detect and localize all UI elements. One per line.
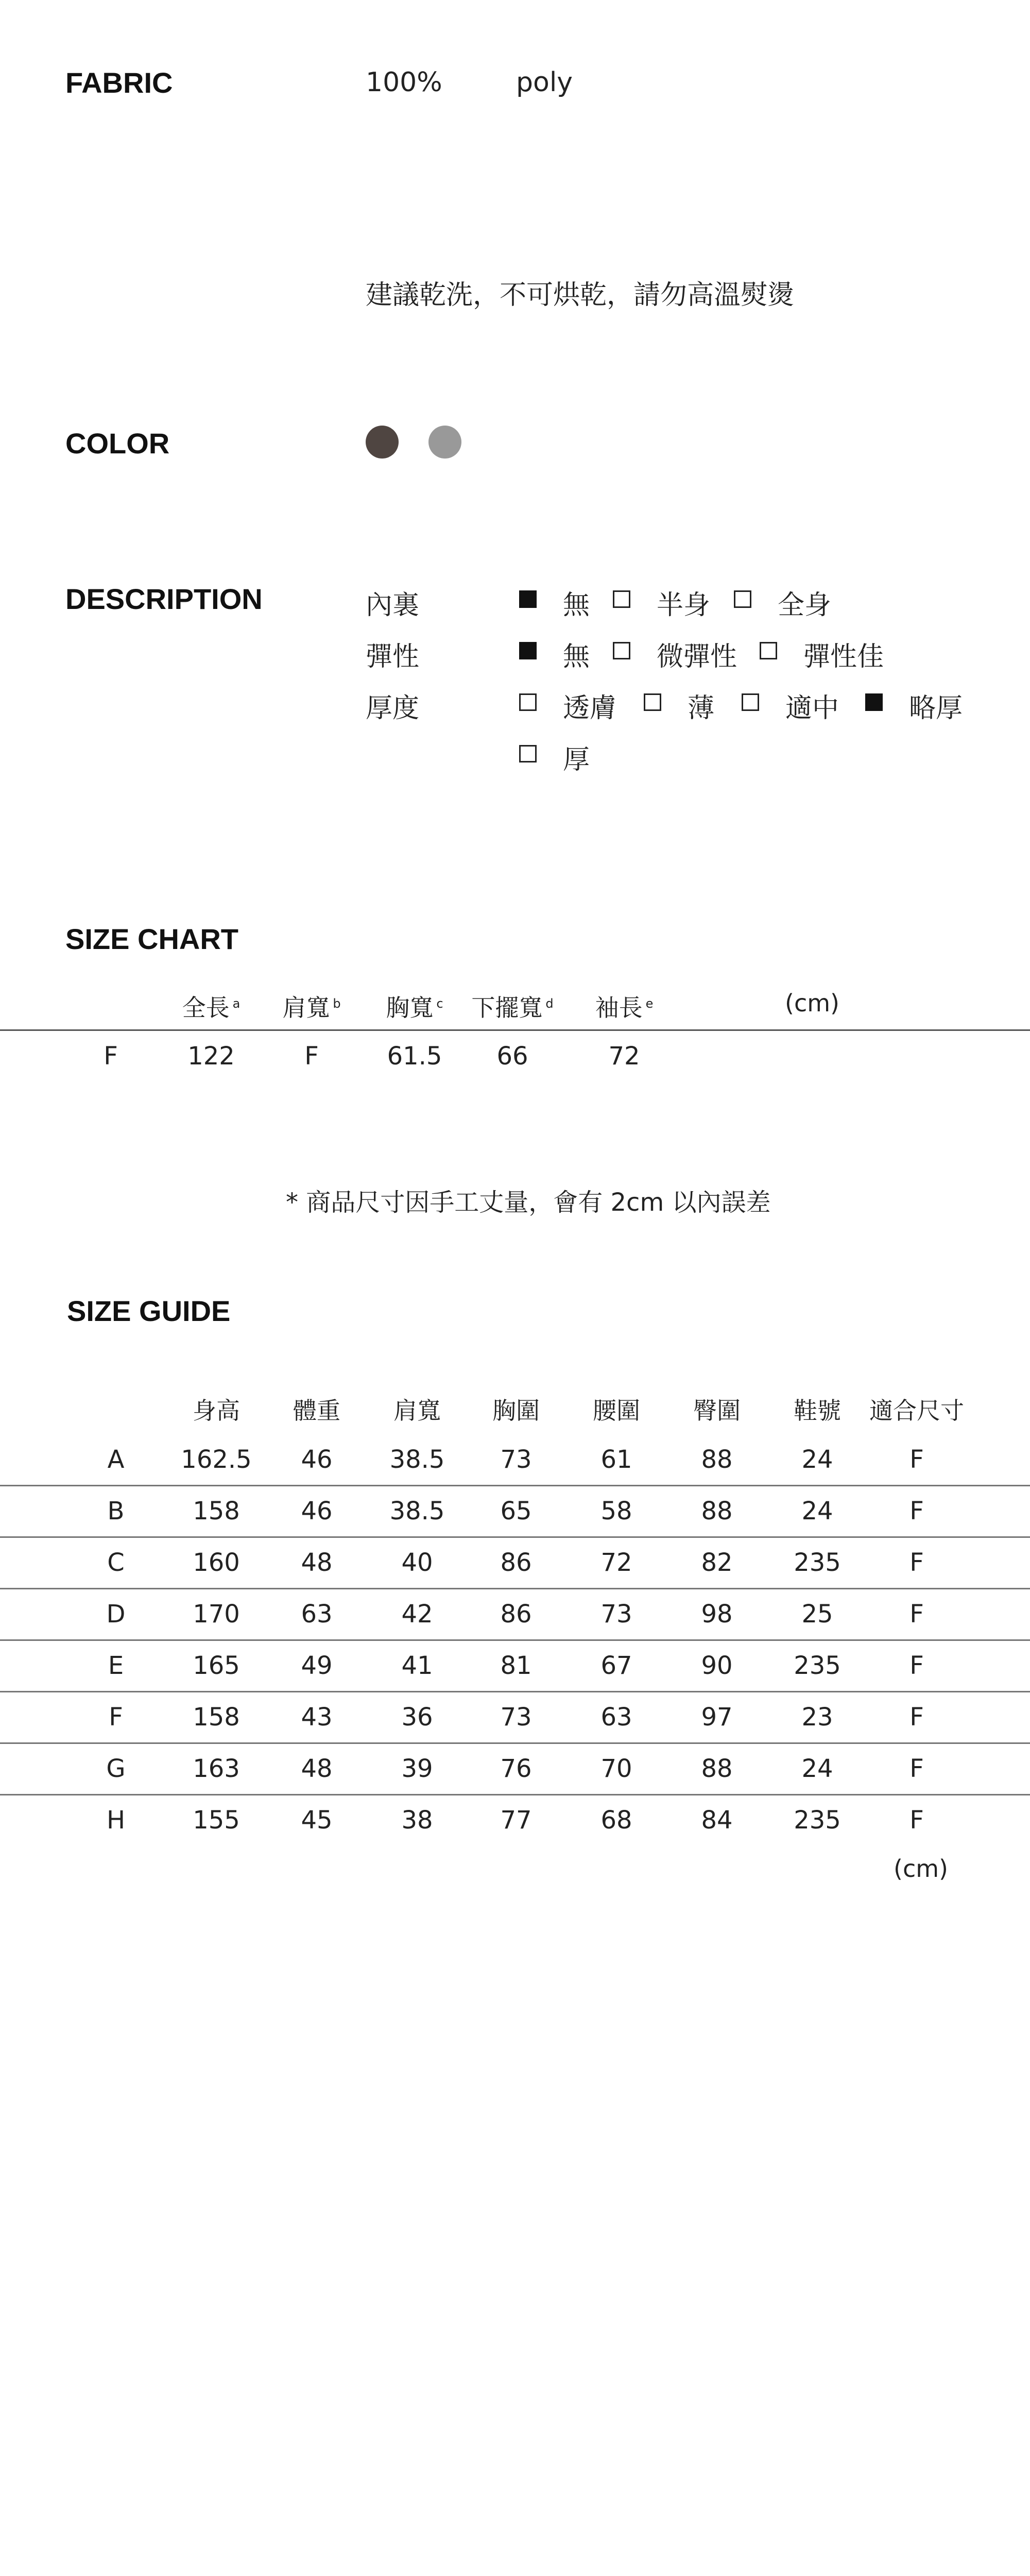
size-chart-heading: SIZE CHART xyxy=(65,923,238,955)
unchecked-box-icon xyxy=(519,745,537,762)
size-guide-row-divider xyxy=(0,1742,1030,1744)
size-guide-cell: E xyxy=(108,1651,124,1680)
size-chart-header xyxy=(282,989,340,1023)
unchecked-box-icon xyxy=(734,590,751,608)
size-guide-cell: 68 xyxy=(600,1806,632,1835)
size-guide-cell: 158 xyxy=(193,1703,240,1732)
description-option: 彈性佳 xyxy=(803,641,884,672)
size-guide-cell: C xyxy=(107,1548,125,1577)
size-guide-cell: 235 xyxy=(794,1806,841,1835)
size-guide-row-divider xyxy=(0,1536,1030,1538)
size-guide-cell: 170 xyxy=(193,1600,240,1629)
size-guide-cell: 41 xyxy=(401,1651,433,1680)
size-guide-cell: 24 xyxy=(801,1754,833,1783)
color-swatch xyxy=(366,426,399,459)
size-chart-cell: F xyxy=(104,1042,118,1071)
size-chart-header xyxy=(595,989,654,1023)
size-guide-cell: 46 xyxy=(301,1445,333,1474)
size-guide-cell: F xyxy=(909,1548,924,1577)
fabric-material: poly xyxy=(516,67,573,98)
description-option: 無 xyxy=(563,590,590,621)
size-guide-cell: 88 xyxy=(701,1754,733,1783)
checked-box-icon xyxy=(519,590,537,608)
description-option: 薄 xyxy=(688,693,715,724)
size-guide-cell: 88 xyxy=(701,1445,733,1474)
size-chart-note: * 商品尺寸因手工丈量，會有 2cm 以內誤差 xyxy=(286,1188,771,1217)
size-guide-cell: F xyxy=(109,1703,123,1732)
unchecked-box-icon xyxy=(613,590,630,608)
size-chart-header-mark: c xyxy=(436,996,443,1011)
unchecked-box-icon xyxy=(742,693,759,711)
size-chart-header-label: 袖長 xyxy=(595,994,643,1022)
size-guide-cell: 70 xyxy=(600,1754,632,1783)
size-guide-cell: D xyxy=(106,1600,126,1629)
unchecked-box-icon xyxy=(519,693,537,711)
care-instructions: 建議乾洗，不可烘乾，請勿高溫熨燙 xyxy=(366,280,795,311)
size-guide-cell: 86 xyxy=(500,1548,532,1577)
size-guide-cell: 43 xyxy=(301,1703,333,1732)
size-chart-header-mark: a xyxy=(232,996,241,1011)
size-guide-header: 肩寬 xyxy=(393,1397,441,1425)
size-guide-cell: 38 xyxy=(401,1806,433,1835)
size-guide-cell: 155 xyxy=(193,1806,240,1835)
size-guide-row-divider xyxy=(0,1639,1030,1641)
size-guide-cell: 86 xyxy=(500,1600,532,1629)
size-chart-header-label: 肩寬 xyxy=(282,994,330,1022)
size-guide-header: 適合尺寸 xyxy=(869,1397,964,1425)
size-guide-cell: F xyxy=(909,1445,924,1474)
size-guide-header: 身高 xyxy=(193,1397,240,1425)
size-guide-cell: 235 xyxy=(794,1548,841,1577)
size-guide-cell: F xyxy=(909,1497,924,1526)
size-guide-cell: 38.5 xyxy=(389,1497,445,1526)
size-guide-cell: G xyxy=(106,1754,126,1783)
size-guide-cell: 23 xyxy=(801,1703,833,1732)
size-guide-cell: 58 xyxy=(600,1497,632,1526)
size-chart-header-label: 胸寬 xyxy=(386,994,434,1022)
fabric-percent: 100% xyxy=(366,67,442,98)
size-guide-row-divider xyxy=(0,1485,1030,1486)
size-guide-cell: 165 xyxy=(193,1651,240,1680)
size-chart-header-mark: b xyxy=(333,996,341,1011)
size-guide-cell: 48 xyxy=(301,1754,333,1783)
size-guide-cell: 81 xyxy=(500,1651,532,1680)
size-guide-cell: 38.5 xyxy=(389,1445,445,1474)
size-chart-divider xyxy=(0,1029,1030,1031)
description-label: 厚度 xyxy=(366,693,420,724)
description-option: 透膚 xyxy=(563,693,617,724)
size-guide-cell: 90 xyxy=(701,1651,733,1680)
size-guide-cell: 25 xyxy=(801,1600,833,1629)
size-chart-header-label: 全長 xyxy=(182,994,230,1022)
size-guide-unit: (cm) xyxy=(894,1855,948,1883)
size-guide-cell: 45 xyxy=(301,1806,333,1835)
size-guide-cell: 63 xyxy=(301,1600,333,1629)
size-guide-cell: 235 xyxy=(794,1651,841,1680)
size-chart-header xyxy=(182,989,241,1023)
checked-box-icon xyxy=(865,693,883,711)
size-chart-header xyxy=(386,989,443,1023)
color-swatch xyxy=(428,426,461,459)
description-option: 半身 xyxy=(657,590,711,621)
size-chart-header xyxy=(471,989,553,1023)
size-chart-cell: 66 xyxy=(496,1042,528,1071)
size-guide-row-divider xyxy=(0,1794,1030,1795)
description-label: 彈性 xyxy=(366,641,420,672)
size-guide-row-divider xyxy=(0,1691,1030,1692)
size-guide-cell: 76 xyxy=(500,1754,532,1783)
description-option: 無 xyxy=(563,641,590,672)
size-guide-cell: F xyxy=(909,1754,924,1783)
fabric-heading: FABRIC xyxy=(65,66,173,99)
color-heading: COLOR xyxy=(65,427,170,460)
size-guide-cell: 46 xyxy=(301,1497,333,1526)
size-guide-cell: 73 xyxy=(500,1703,532,1732)
size-guide-header: 體重 xyxy=(293,1397,340,1425)
size-chart-cell: F xyxy=(304,1042,319,1071)
size-guide-cell: 24 xyxy=(801,1497,833,1526)
size-guide-header: 鞋號 xyxy=(794,1397,841,1425)
size-guide-cell: 24 xyxy=(801,1445,833,1474)
description-option: 全身 xyxy=(778,590,832,621)
size-guide-cell: 158 xyxy=(193,1497,240,1526)
size-guide-header: 胸圍 xyxy=(492,1397,540,1425)
size-guide-cell: 73 xyxy=(500,1445,532,1474)
size-guide-row-divider xyxy=(0,1588,1030,1589)
size-chart-cell: 61.5 xyxy=(387,1042,442,1071)
description-option: 微彈性 xyxy=(657,641,737,672)
size-guide-cell: 162.5 xyxy=(181,1445,252,1474)
size-guide-cell: 160 xyxy=(193,1548,240,1577)
size-guide-cell: 88 xyxy=(701,1497,733,1526)
size-guide-header: 臀圍 xyxy=(693,1397,741,1425)
size-chart-header-label: 下擺寬 xyxy=(471,994,543,1022)
description-label: 內裏 xyxy=(366,590,420,621)
size-guide-header: 腰圍 xyxy=(593,1397,640,1425)
description-heading: DESCRIPTION xyxy=(65,583,263,615)
size-guide-cell: 82 xyxy=(701,1548,733,1577)
size-guide-cell: 73 xyxy=(600,1600,632,1629)
size-guide-cell: 39 xyxy=(401,1754,433,1783)
size-chart-unit: (cm) xyxy=(785,989,839,1017)
size-guide-cell: H xyxy=(106,1806,126,1835)
size-chart-header-mark: d xyxy=(545,996,554,1011)
size-guide-cell: 49 xyxy=(301,1651,333,1680)
size-guide-cell: 67 xyxy=(600,1651,632,1680)
size-guide-heading: SIZE GUIDE xyxy=(67,1295,231,1327)
size-guide-cell: 97 xyxy=(701,1703,733,1732)
unchecked-box-icon xyxy=(760,642,777,659)
description-option: 厚 xyxy=(563,744,590,775)
unchecked-box-icon xyxy=(613,642,630,659)
size-guide-cell: 65 xyxy=(500,1497,532,1526)
size-guide-cell: 72 xyxy=(600,1548,632,1577)
size-guide-cell: F xyxy=(909,1703,924,1732)
size-guide-cell: 84 xyxy=(701,1806,733,1835)
size-guide-cell: 36 xyxy=(401,1703,433,1732)
size-chart-cell: 122 xyxy=(187,1042,235,1071)
size-guide-cell: 77 xyxy=(500,1806,532,1835)
size-guide-cell: B xyxy=(107,1497,125,1526)
size-chart-header-mark: e xyxy=(645,996,654,1011)
size-guide-cell: 61 xyxy=(600,1445,632,1474)
size-guide-cell: 98 xyxy=(701,1600,733,1629)
size-guide-cell: F xyxy=(909,1651,924,1680)
description-option: 略厚 xyxy=(909,693,963,724)
size-guide-cell: 42 xyxy=(401,1600,433,1629)
checked-box-icon xyxy=(519,642,537,659)
size-guide-cell: A xyxy=(107,1445,125,1474)
size-guide-cell: 48 xyxy=(301,1548,333,1577)
unchecked-box-icon xyxy=(644,693,661,711)
size-chart-cell: 72 xyxy=(608,1042,640,1071)
description-option: 適中 xyxy=(785,693,839,724)
size-guide-cell: F xyxy=(909,1806,924,1835)
size-guide-cell: 40 xyxy=(401,1548,433,1577)
size-guide-cell: 163 xyxy=(193,1754,240,1783)
size-guide-cell: 63 xyxy=(600,1703,632,1732)
size-guide-cell: F xyxy=(909,1600,924,1629)
